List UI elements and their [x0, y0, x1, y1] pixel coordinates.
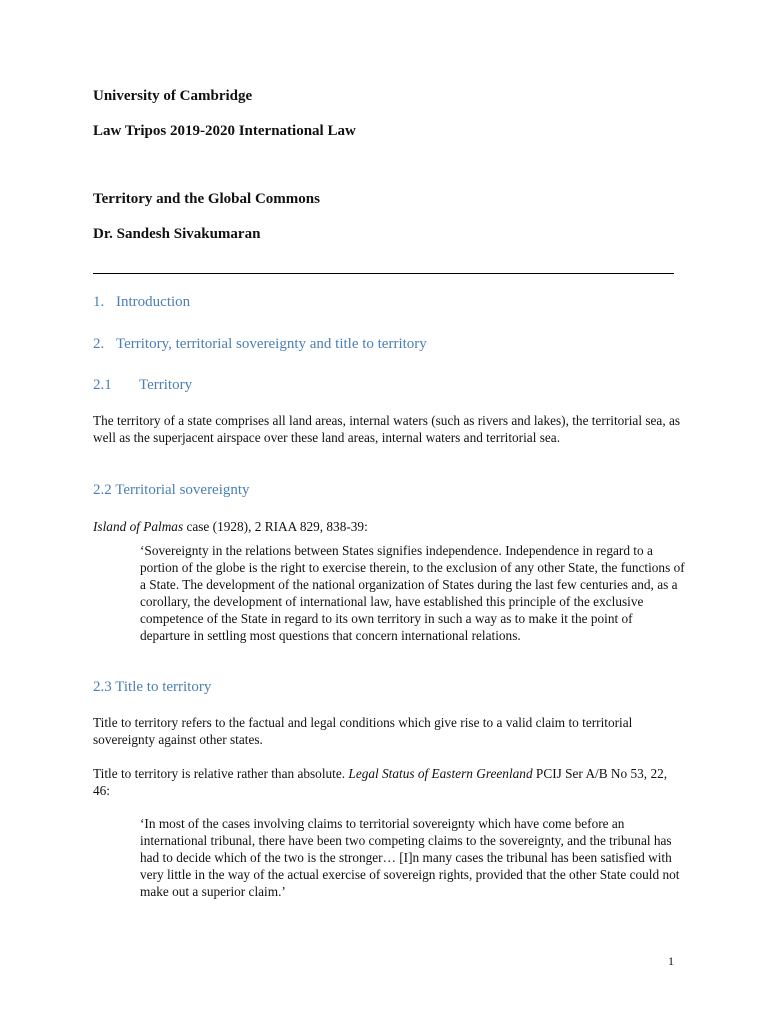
- palmas-block-quote: ‘Sovereignty in the relations between States signifies independence. Independence in regard to a portion of the globe is the right to exercise therein, to the exclusion of any other State, the functions of a State. The development of the national organization of States during the last few centuries and, as a corollary, the development of international law, have established this principle of the exclusive competence of the State in regard to its own territory in such a way as to make it the point of departure in settling most questions that concern international relations.: [140, 543, 685, 643]
- territory-paragraph: The territory of a state comprises all land areas, internal waters (such as rivers and lakes), the territorial sea, as well as the superjacent airspace over these land areas, internal waters and territorial sea.: [93, 413, 681, 445]
- section-number: 1.: [93, 294, 105, 310]
- section-title: Territorial sovereignty: [115, 482, 250, 498]
- topic-title: Territory and the Global Commons: [93, 191, 320, 207]
- case-citation: case (1928), 2 RIAA 829, 838-39:: [183, 519, 368, 534]
- section-number: 2.1: [93, 377, 112, 393]
- palmas-citation-line: [93, 518, 683, 535]
- horizontal-rule: [93, 273, 674, 274]
- case-name: Legal Status of Eastern Greenland: [348, 766, 533, 781]
- section-heading-introduction: [93, 294, 190, 311]
- author-name: Dr. Sandesh Sivakumaran: [93, 226, 261, 242]
- relative-title-text: Title to territory is relative rather than absolute.: [93, 766, 349, 781]
- section-heading-territory-sovereignty-title: [93, 336, 427, 353]
- title-definition-paragraph: Title to territory refers to the factual and legal conditions which give rise to a valid claim to territorial sovereignty against other states.: [93, 715, 633, 747]
- case-citation: PCIJ Ser A/B No 53, 22, 46:: [93, 766, 668, 798]
- section-title: Territory, territorial sovereignty and title to territory: [116, 336, 427, 352]
- institution-title: University of Cambridge: [93, 88, 253, 104]
- section-heading-territorial-sovereignty: [93, 482, 250, 499]
- section-number: 2.3: [93, 679, 112, 695]
- section-title: Territory: [139, 377, 193, 393]
- greenland-block-quote: ‘In most of the cases involving claims to territorial sovereignty which have come before an international tribunal, there have been two competing claims to the sovereignty, and the tribunal has had to decide which of the two is the stronger… [I]n many cases the tribunal has been satisfied with very little in the way of the actual exercise of sovereign rights, provided that the other State could not make out a superior claim.’: [140, 816, 680, 899]
- section-title: Introduction: [116, 294, 191, 310]
- section-title: Title to territory: [115, 679, 212, 695]
- course-title: Law Tripos 2019-2020 International Law: [93, 123, 356, 139]
- section-number: 2.2: [93, 482, 112, 498]
- section-number: 2.: [93, 336, 105, 352]
- page-number: 1: [668, 954, 674, 968]
- case-name: Island of Palmas: [93, 519, 184, 534]
- section-heading-title-to-territory: [93, 679, 211, 696]
- greenland-citation-paragraph: [93, 765, 683, 799]
- section-heading-territory: [93, 377, 192, 394]
